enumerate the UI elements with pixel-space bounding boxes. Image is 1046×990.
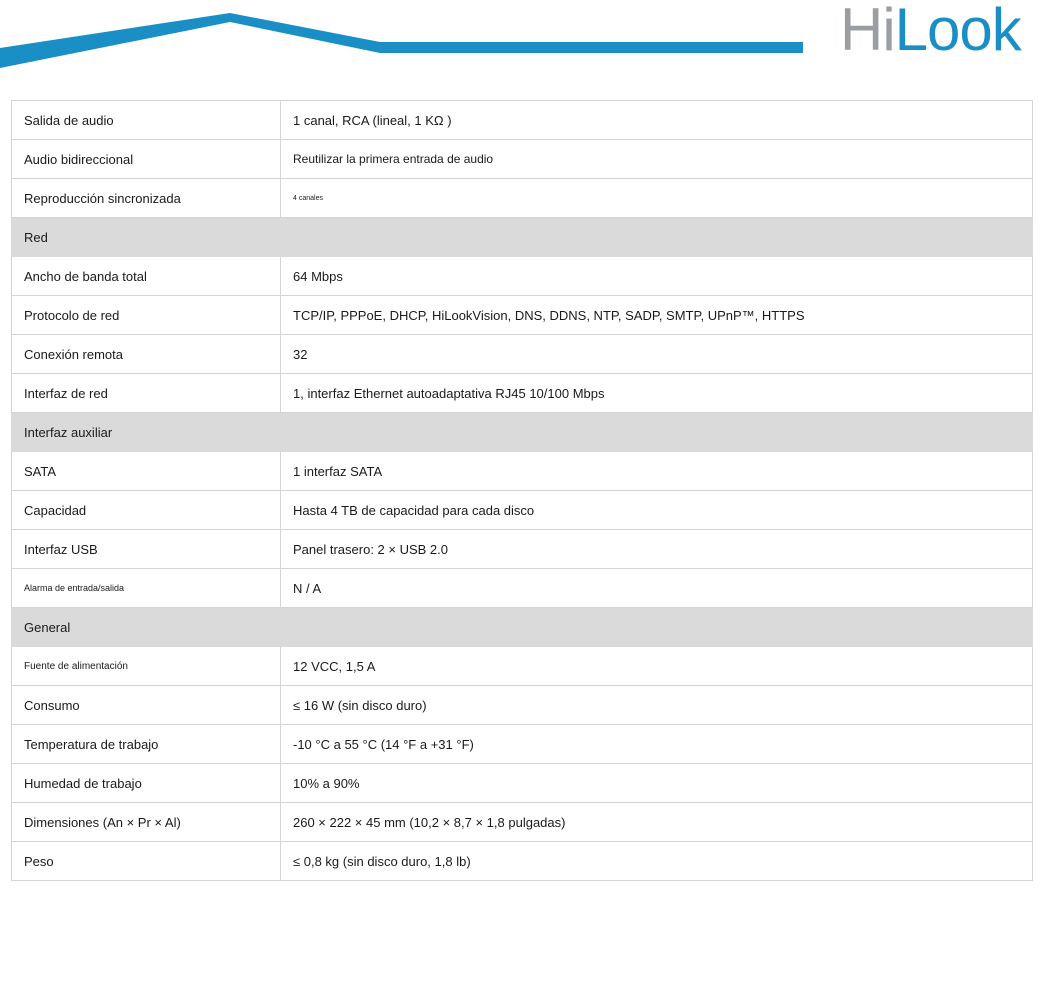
table-row — [12, 452, 1033, 491]
table-row — [12, 491, 1033, 530]
section-title: Red — [12, 218, 1033, 257]
table-row — [12, 335, 1033, 374]
spec-label: Humedad de trabajo — [12, 764, 281, 803]
table-row — [12, 569, 1033, 608]
spec-label: Reproducción sincronizada — [12, 179, 281, 218]
spec-value: 1 interfaz SATA — [281, 452, 1033, 491]
spec-value: ≤ 0,8 kg (sin disco duro, 1,8 lb) — [281, 842, 1033, 881]
spec-label: Audio bidireccional — [12, 140, 281, 179]
spec-label: Conexión remota — [12, 335, 281, 374]
section-title: General — [12, 608, 1033, 647]
logo-suffix: Look — [894, 0, 1021, 63]
spec-label: SATA — [12, 452, 281, 491]
spec-table — [11, 100, 1033, 881]
spec-label: Dimensiones (An × Pr × Al) — [12, 803, 281, 842]
table-row — [12, 140, 1033, 179]
page-header — [0, 0, 1046, 80]
table-row — [12, 725, 1033, 764]
spec-label: Protocolo de red — [12, 296, 281, 335]
table-row — [12, 842, 1033, 881]
spec-value: 1, interfaz Ethernet autoadaptativa RJ45 10/100 Mbps — [281, 374, 1033, 413]
table-row — [12, 803, 1033, 842]
hilook-logo — [840, 0, 1021, 63]
spec-value: N / A — [281, 569, 1033, 608]
spec-value: Panel trasero: 2 × USB 2.0 — [281, 530, 1033, 569]
spec-label: Salida de audio — [12, 101, 281, 140]
spec-label: Fuente de alimentación — [12, 647, 281, 686]
spec-label: Consumo — [12, 686, 281, 725]
logo-prefix: Hi — [840, 0, 895, 63]
spec-value: 4 canales — [281, 179, 1033, 218]
spec-label: Temperatura de trabajo — [12, 725, 281, 764]
spec-value: Reutilizar la primera entrada de audio — [281, 140, 1033, 179]
table-row — [12, 374, 1033, 413]
spec-value: -10 °C a 55 °C (14 °F a +31 °F) — [281, 725, 1033, 764]
section-header-row — [12, 218, 1033, 257]
header-swoosh-graphic — [0, 0, 820, 75]
spec-value: 64 Mbps — [281, 257, 1033, 296]
table-row — [12, 296, 1033, 335]
table-row — [12, 179, 1033, 218]
spec-value: 10% a 90% — [281, 764, 1033, 803]
spec-value: 32 — [281, 335, 1033, 374]
spec-value: ≤ 16 W (sin disco duro) — [281, 686, 1033, 725]
spec-value: 1 canal, RCA (lineal, 1 KΩ ) — [281, 101, 1033, 140]
table-row — [12, 530, 1033, 569]
section-header-row — [12, 608, 1033, 647]
spec-value: 12 VCC, 1,5 A — [281, 647, 1033, 686]
spec-label: Alarma de entrada/salida — [12, 569, 281, 608]
table-row — [12, 101, 1033, 140]
spec-label: Peso — [12, 842, 281, 881]
table-row — [12, 257, 1033, 296]
spec-label: Capacidad — [12, 491, 281, 530]
table-row — [12, 686, 1033, 725]
spec-value: Hasta 4 TB de capacidad para cada disco — [281, 491, 1033, 530]
spec-label: Interfaz de red — [12, 374, 281, 413]
section-title: Interfaz auxiliar — [12, 413, 1033, 452]
table-row — [12, 647, 1033, 686]
spec-value: 260 × 222 × 45 mm (10,2 × 8,7 × 1,8 pulgadas) — [281, 803, 1033, 842]
spec-label: Ancho de banda total — [12, 257, 281, 296]
spec-label: Interfaz USB — [12, 530, 281, 569]
table-row — [12, 764, 1033, 803]
spec-value: TCP/IP, PPPoE, DHCP, HiLookVision, DNS, DDNS, NTP, SADP, SMTP, UPnP™, HTTPS — [281, 296, 1033, 335]
section-header-row — [12, 413, 1033, 452]
